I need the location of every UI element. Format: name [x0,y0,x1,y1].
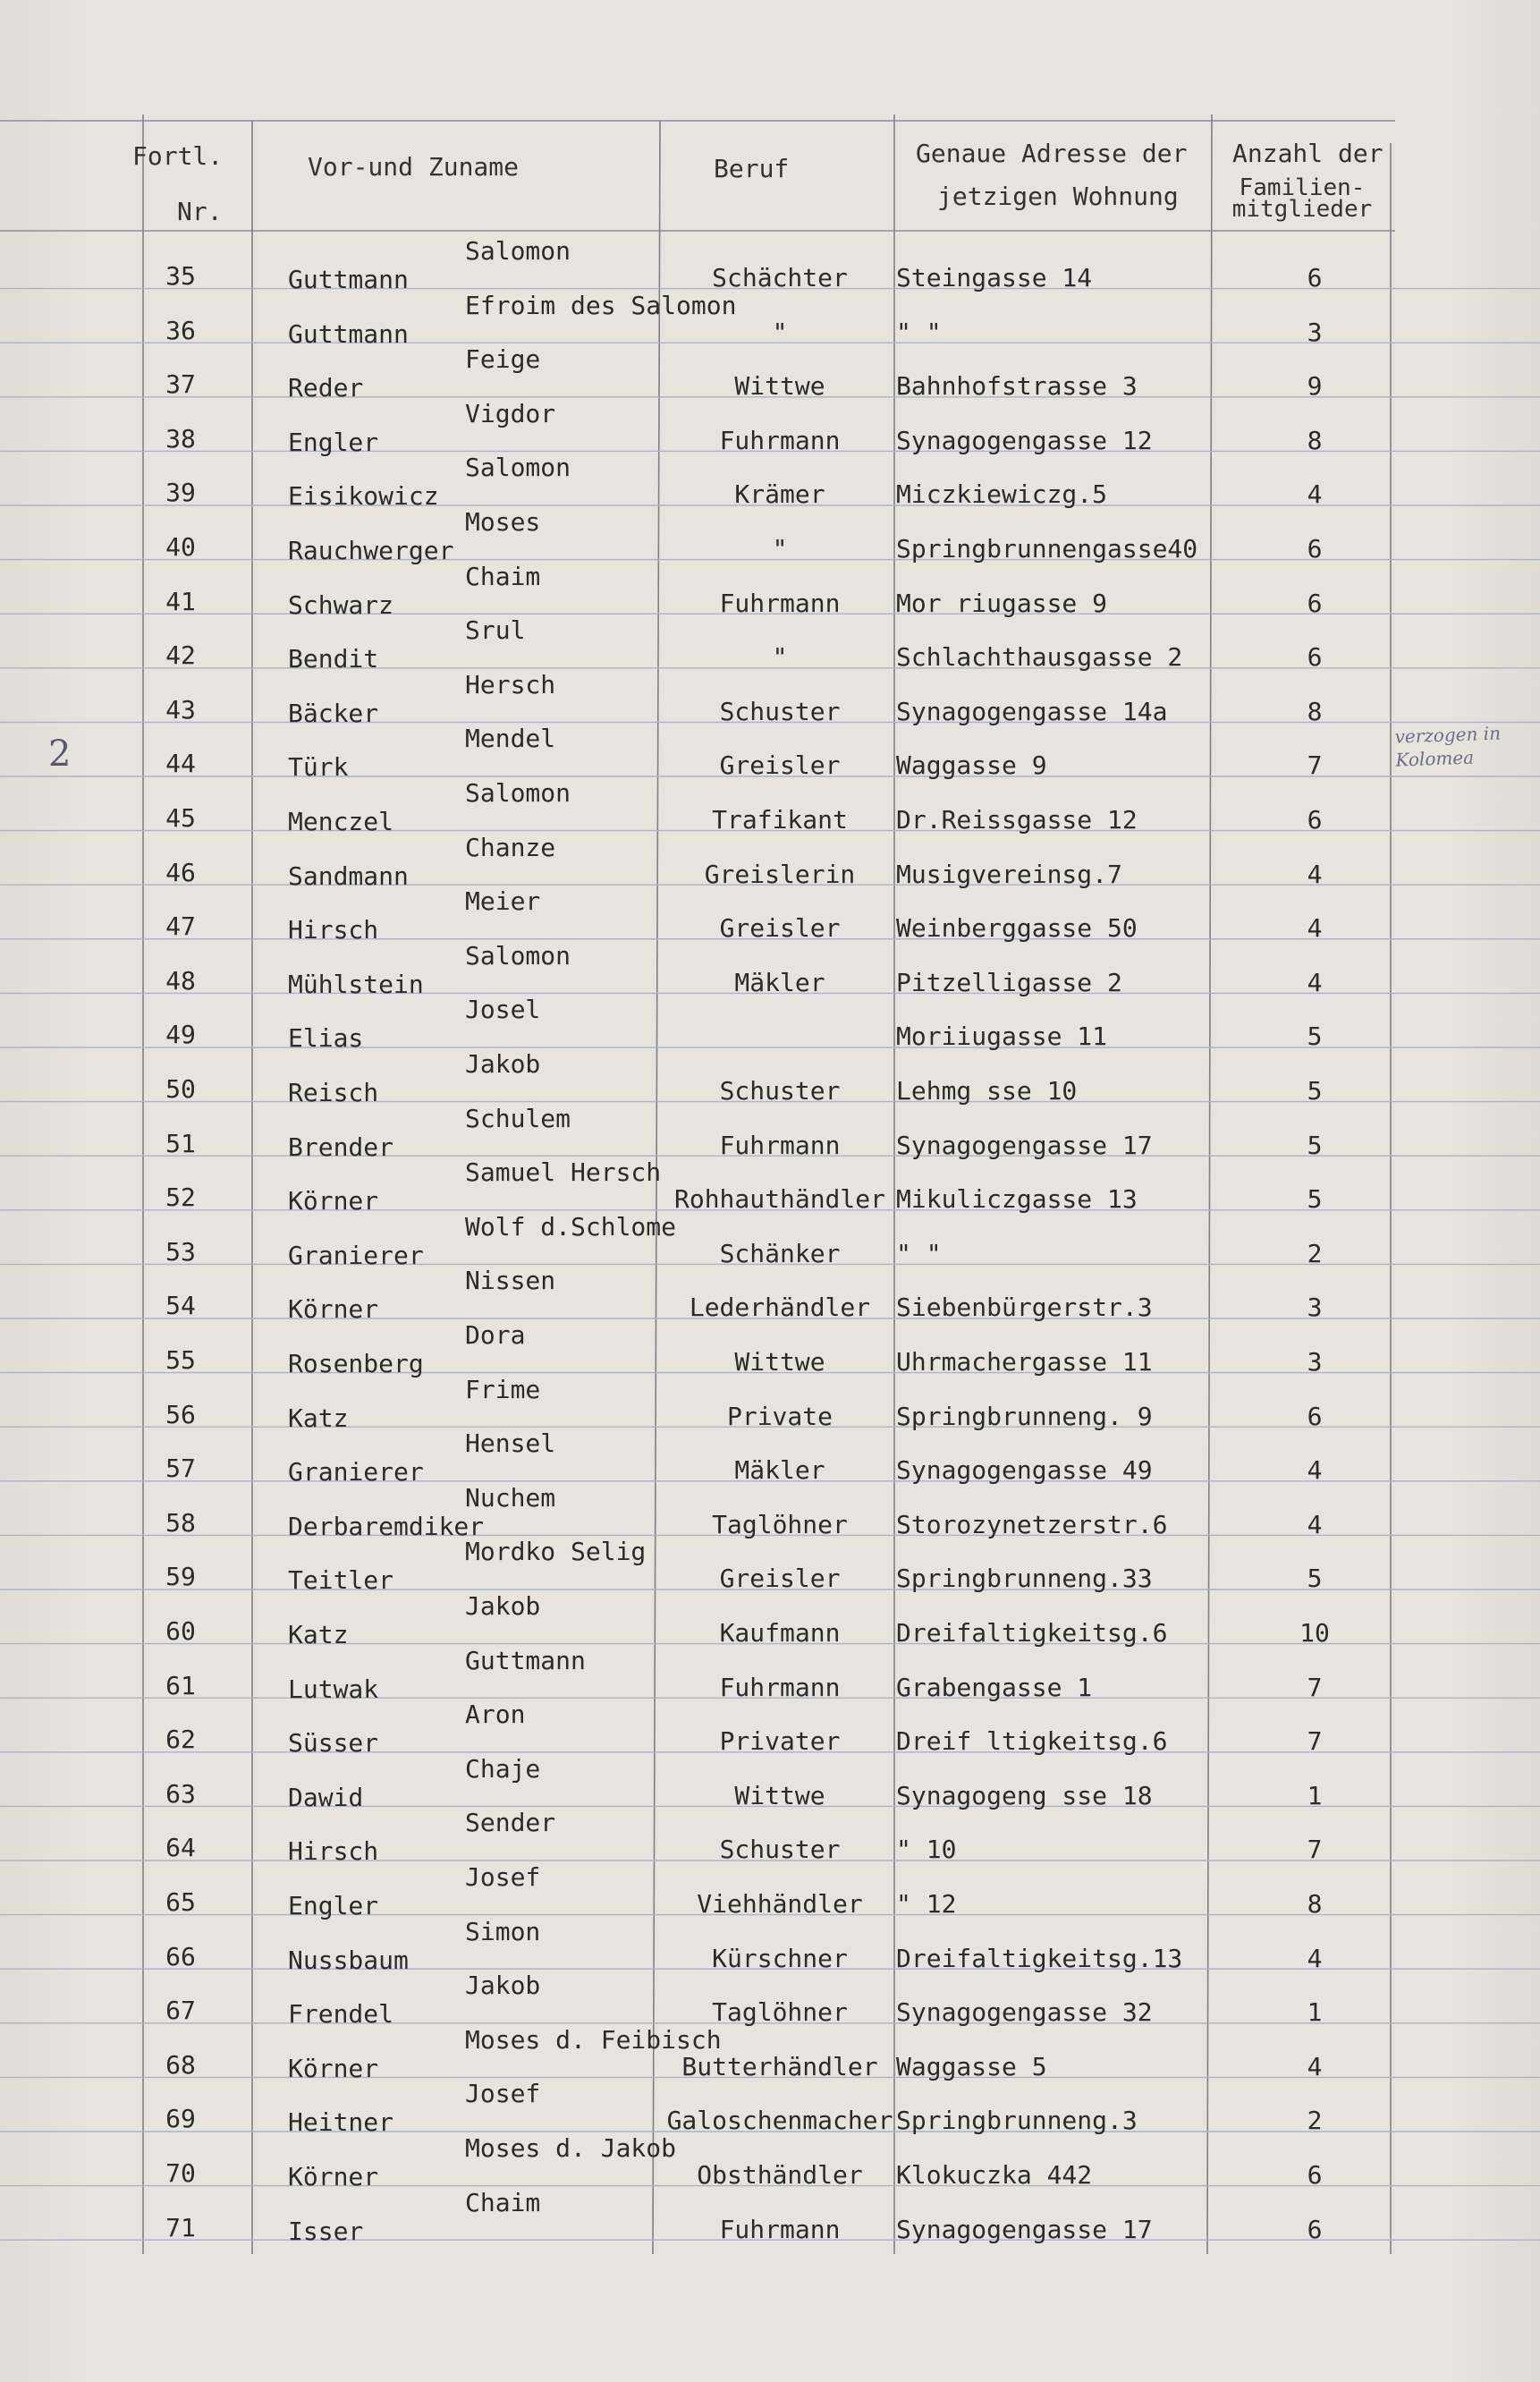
table-row [0,397,1540,457]
surname: Derbaremdiker [288,1511,485,1541]
address: Schlachthausgasse 2 [896,642,1183,673]
occupation: Mäkler [734,967,825,997]
given-name: Josef [465,1862,541,1892]
occupation: Mäkler [734,1455,825,1486]
given-name: Salomon [465,236,571,266]
table-row [0,776,1540,836]
address: Dr.Reissgasse 12 [896,805,1138,835]
family-count: 9 [1307,371,1323,402]
row-number: 41 [165,586,196,616]
family-count: 6 [1307,805,1323,835]
address: Mikuliczgasse 13 [896,1184,1138,1215]
surname: Rauchwerger [288,536,454,565]
address: Synagogeng sse 18 [896,1780,1153,1810]
family-count: 6 [1307,534,1323,564]
family-count: 7 [1307,1726,1323,1757]
address: Springbrunneng.3 [896,2106,1138,2136]
occupation: Rohhauthändler [673,1184,885,1215]
surname: Granierer [288,1240,424,1270]
row-number: 61 [165,1670,196,1700]
table-row [0,1806,1540,1867]
given-name: Aron [465,1700,526,1730]
occupation: Kürschner [712,1943,848,1973]
table-row [0,1427,1540,1488]
header-col-nr-line1: Fortl. [132,141,224,171]
surname: Mühlstein [288,969,424,999]
surname: Frendel [288,1999,394,2030]
table-row [0,560,1540,620]
row-number: 36 [165,315,196,345]
table-row [0,2186,1540,2246]
occupation: Schuster [719,1076,841,1106]
family-count: 3 [1307,1347,1323,1377]
given-name: Mendel [465,724,556,754]
given-name: Schulem [465,1103,571,1133]
occupation: Kaufmann [719,1618,841,1648]
row-number: 44 [165,749,196,779]
address: Synagogengasse 14a [896,696,1168,726]
row-number: 43 [165,694,196,725]
table-row [0,614,1540,674]
occupation: Taglöhner [712,1509,848,1539]
surname: Bäcker [288,698,379,728]
surname: Heitner [288,2107,394,2138]
row-number: 66 [165,1941,196,1971]
table-row [0,885,1540,945]
given-name: Jakob [465,1591,541,1621]
given-name: Chaim [465,2187,541,2217]
header-col-nr-line2: Nr. [177,197,223,226]
occupation: Greisler [719,750,841,781]
occupation: Schuster [719,1835,841,1865]
address: Synagogengasse 12 [896,425,1153,455]
address: Dreifaltigkeitsg.6 [896,1618,1168,1648]
surname: Reder [288,373,364,403]
given-name: Feige [465,344,541,375]
occupation: Wittwe [734,1780,825,1810]
table-row [0,668,1540,728]
address: Synagogengasse 17 [896,2214,1153,2244]
row-number: 69 [165,2104,196,2134]
address: Grabengasse 1 [896,1672,1093,1702]
family-count: 5 [1307,1130,1323,1160]
family-count: 4 [1307,1509,1323,1539]
header-col-beruf: Beruf [714,154,790,183]
table-row [0,993,1540,1054]
table-row [0,1102,1540,1162]
occupation: Fuhrmann [719,425,841,455]
given-name: Hensel [465,1428,556,1459]
occupation: Viehhändler [697,1889,863,1919]
header-col-adresse-line2: jetzigen Wohnung [937,182,1179,211]
occupation: Wittwe [734,371,825,402]
table-row [0,1210,1540,1270]
surname: Sandmann [288,860,409,891]
table-row [0,1047,1540,1107]
address: Miczkiewiczg.5 [896,479,1108,510]
given-name: Salomon [465,453,571,483]
table-row [0,289,1540,349]
row-number: 60 [165,1616,196,1646]
family-count: 2 [1307,1238,1323,1268]
occupation: Fuhrmann [719,1672,841,1702]
table-row [0,831,1540,891]
address: " " [896,1238,942,1268]
given-name: Salomon [465,778,571,808]
given-name: Vigdor [465,398,556,428]
occupation: Schächter [712,263,848,292]
occupation: Greisler [719,1564,841,1594]
surname: Körner [288,1186,379,1216]
family-count: 7 [1307,1672,1323,1702]
address: Musigvereinsg.7 [896,859,1122,889]
surname: Körner [288,2162,379,2191]
given-name: Frime [465,1374,541,1404]
given-name: Meier [465,886,541,917]
table-row [0,1752,1540,1812]
family-count: 6 [1307,1401,1323,1431]
header-col-name: Vor-und Zuname [308,152,520,182]
given-name: Jakob [465,1049,541,1079]
given-name: Dora [465,1320,526,1350]
address: Steingasse 14 [896,263,1093,292]
surname: Körner [288,1294,379,1325]
row-number: 45 [165,803,196,833]
address: Dreif ltigkeitsg.6 [896,1726,1168,1757]
occupation: Greislerin [704,859,856,889]
surname: Katz [288,1403,349,1433]
row-number: 50 [165,1074,196,1104]
row-number: 55 [165,1345,196,1375]
family-count: 1 [1307,1997,1323,2028]
header-col-anzahl-line3: mitglieder [1231,196,1373,223]
given-name: Chaim [465,561,541,591]
table-row [0,1373,1540,1433]
table-row [0,1535,1540,1596]
occupation: Privater [719,1726,841,1757]
given-name: Josel [465,995,541,1025]
family-count: 4 [1307,859,1323,889]
surname: Süsser [288,1728,379,1759]
table-row [0,1481,1540,1541]
address: Pitzelligasse 2 [896,967,1122,997]
row-number: 47 [165,911,196,942]
occupation: Schänker [719,1238,841,1268]
surname: Engler [288,1891,379,1920]
given-name: Josef [465,2079,541,2109]
row-number: 67 [165,1996,196,2026]
header-col-anzahl-line1: Anzahl der [1232,139,1383,168]
row-number: 63 [165,1778,196,1809]
row-number: 70 [165,2158,196,2188]
row-number: 68 [165,2049,196,2080]
occupation: " [772,642,788,673]
table-row [0,722,1540,783]
row-number: 52 [165,1183,196,1213]
surname: Dawid [288,1782,364,1812]
given-name: Jakob [465,1971,541,2001]
family-count: 4 [1307,2051,1323,2081]
given-name: Salomon [465,940,571,971]
given-name: Moses d. Feibisch [465,2024,722,2055]
address: Uhrmachergasse 11 [896,1347,1153,1377]
family-count: 6 [1307,588,1323,618]
address: Synagogengasse 17 [896,1130,1153,1160]
surname: Menczel [288,807,394,836]
address: Springbrunneng.33 [896,1564,1153,1594]
row-number: 62 [165,1725,196,1755]
given-name: Mordko Selig [465,1537,647,1567]
given-name: Hersch [465,669,556,699]
family-count: 4 [1307,1455,1323,1486]
given-name: Guttmann [465,1645,586,1675]
table-row [0,234,1540,294]
family-count: 5 [1307,1076,1323,1106]
table-row [0,1915,1540,1975]
surname: Granierer [288,1457,424,1488]
surname: Isser [288,2216,364,2246]
surname: Hirsch [288,1836,379,1867]
occupation: Fuhrmann [719,2214,841,2244]
occupation: Galoschenmacher [666,2106,893,2136]
address: Klokuczka 442 [896,2160,1093,2190]
row-number: 71 [165,2212,196,2242]
occupation: Taglöhner [712,1997,848,2028]
surname: Engler [288,427,379,457]
given-name: Chaje [465,1753,541,1784]
family-count: 4 [1307,1943,1323,1973]
address: " 10 [896,1835,957,1865]
row-number: 56 [165,1399,196,1429]
occupation: Private [726,1401,833,1431]
occupation: Lederhändler [689,1293,871,1323]
family-count: 4 [1307,967,1323,997]
family-count: 4 [1307,913,1323,944]
family-count: 5 [1307,1184,1323,1215]
address: Waggasse 9 [896,750,1047,781]
given-name: Nuchem [465,1482,556,1513]
surname: Türk [288,752,349,783]
surname: Brender [288,1132,394,1162]
surname: Reisch [288,1078,379,1107]
table-row [0,1698,1540,1759]
given-name: Moses d. Jakob [465,2133,677,2163]
row-number: 64 [165,1833,196,1863]
header-col-anzahl-line2: Familien- [1239,174,1366,201]
family-count: 6 [1307,2214,1323,2244]
margin-mark: 2 [48,733,72,775]
surname: Eisikowicz [288,481,439,512]
given-name: Moses [465,507,541,537]
row-number: 49 [165,1020,196,1050]
given-name: Srul [465,615,526,646]
address: Springbrunnengasse40 [896,534,1198,564]
address: Mor riugasse 9 [896,588,1108,618]
family-count: 6 [1307,2160,1323,2190]
surname: Rosenberg [288,1349,424,1378]
occupation: Trafikant [712,805,848,835]
address: Dreifaltigkeitsg.13 [896,1943,1183,1973]
address: Siebenbürgerstr.3 [896,1293,1153,1323]
surname: Katz [288,1620,349,1649]
address: Synagogengasse 49 [896,1455,1153,1486]
row-number: 42 [165,640,196,671]
family-count: 3 [1307,317,1323,347]
row-number: 37 [165,369,196,400]
family-count: 2 [1307,2106,1323,2136]
table-row [0,1264,1540,1325]
family-count: 6 [1307,642,1323,673]
family-count: 8 [1307,1889,1323,1919]
family-count: 8 [1307,696,1323,726]
given-name: Chanze [465,832,556,862]
row-number: 57 [165,1454,196,1484]
table-row [0,2132,1540,2191]
family-count: 5 [1307,1021,1323,1052]
surname: Hirsch [288,915,379,945]
surname: Bendit [288,644,379,674]
occupation: Wittwe [734,1347,825,1377]
table-row [0,1156,1540,1216]
occupation: Fuhrmann [719,1130,841,1160]
family-count: 8 [1307,425,1323,455]
surname: Guttmann [288,265,409,294]
occupation: Obsthändler [697,2160,863,2190]
row-number: 46 [165,857,196,887]
address: Bahnhofstrasse 3 [896,371,1138,402]
occupation: Krämer [734,479,825,510]
table-row [0,1861,1540,1920]
table-row [0,1969,1540,2030]
given-name: Efroim des Salomon [465,290,737,320]
table-row [0,451,1540,512]
occupation: Fuhrmann [719,588,841,618]
row-number: 38 [165,423,196,454]
row-number: 48 [165,965,196,996]
header-col-adresse-line1: Genaue Adresse der [916,139,1188,168]
row-number: 39 [165,478,196,508]
given-name: Sender [465,1808,556,1838]
table-row [0,2077,1540,2138]
address: Moriiugasse 11 [896,1021,1108,1052]
table-row [0,2023,1540,2083]
row-number: 58 [165,1507,196,1538]
address: " 12 [896,1889,957,1919]
surname: Elias [288,1023,364,1054]
given-name: Samuel Hersch [465,1157,662,1188]
table-row [0,939,1540,999]
family-count: 3 [1307,1293,1323,1323]
address: Synagogengasse 32 [896,1997,1153,2028]
family-count: 5 [1307,1564,1323,1594]
table-row [0,1318,1540,1378]
address: Springbrunneng. 9 [896,1401,1153,1431]
surname: Teitler [288,1565,394,1596]
family-count: 7 [1307,750,1323,781]
family-count: 7 [1307,1835,1323,1865]
surname: Nussbaum [288,1945,409,1975]
address: Weinberggasse 50 [896,913,1138,944]
surname: Körner [288,2053,379,2083]
address: Lehmg sse 10 [896,1076,1078,1106]
table-row [0,1644,1540,1704]
occupation: " [772,534,788,564]
row-number: 35 [165,261,196,291]
row-number: 51 [165,1128,196,1158]
occupation: Schuster [719,696,841,726]
row-number: 54 [165,1291,196,1321]
table-row [0,505,1540,565]
margin-note: verzogen in Kolomea [1394,722,1502,771]
row-number: 53 [165,1236,196,1267]
address: " " [896,317,942,347]
surname: Schwarz [288,589,394,620]
surname: Lutwak [288,1674,379,1704]
occupation: Butterhändler [681,2051,878,2081]
address: Waggasse 5 [896,2051,1047,2081]
given-name: Wolf d.Schlome [465,1211,677,1242]
occupation: Greisler [719,913,841,944]
row-number: 65 [165,1887,196,1917]
given-name: Nissen [465,1266,556,1296]
family-count: 6 [1307,263,1323,292]
table-row [0,343,1540,403]
row-number: 40 [165,532,196,562]
occupation: " [772,317,788,347]
table-row [0,1589,1540,1649]
surname: Guttmann [288,318,409,349]
given-name: Simon [465,1916,541,1946]
family-count: 1 [1307,1780,1323,1810]
row-number: 59 [165,1562,196,1592]
address: Storozynetzerstr.6 [896,1509,1168,1539]
family-count: 4 [1307,479,1323,510]
family-count: 10 [1299,1618,1330,1648]
